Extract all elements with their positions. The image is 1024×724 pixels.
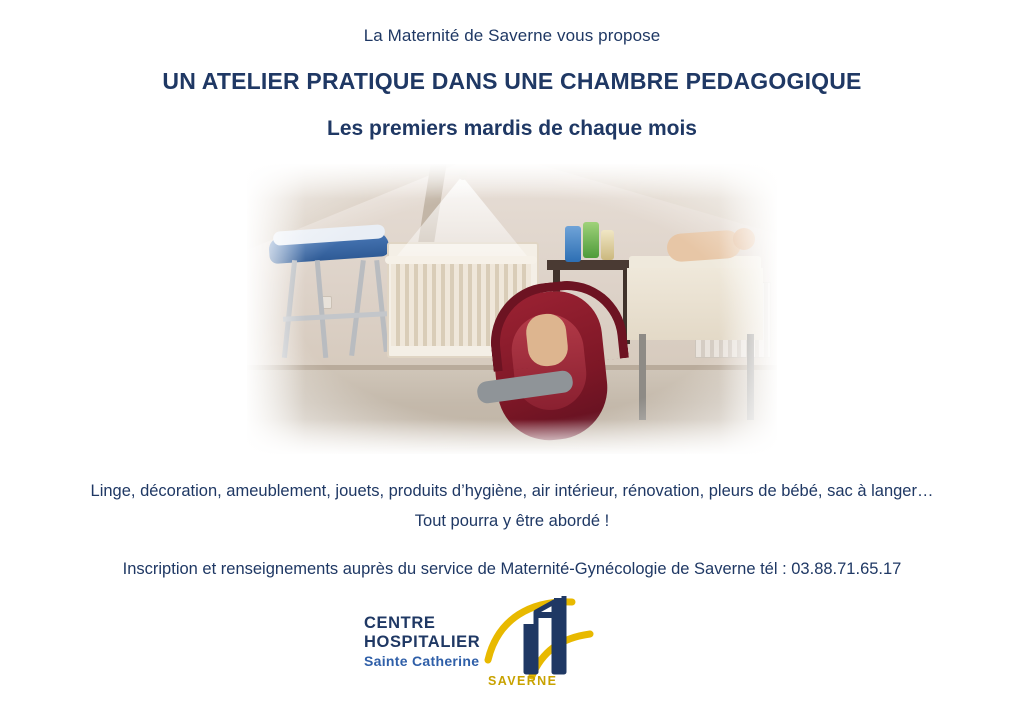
nursery-room-photo: [247, 164, 777, 454]
poster-subtitle: Les premiers mardis de chaque mois: [327, 117, 697, 140]
poster-body: [0, 476, 1024, 536]
poster-title: UN ATELIER PRATIQUE DANS UNE CHAMBRE PEDAGOGIQUE: [162, 68, 862, 94]
contact-line: Inscription et renseignements auprès du service de Maternité-Gynécologie de Saverne tél : 03.88.71.65.17: [122, 560, 902, 578]
closing-line: Tout pourra y être abordé !: [414, 512, 610, 530]
hospital-logo: [362, 594, 662, 700]
topics-line: Linge, décoration, ameublement, jouets, produits d’hygiène, air intérieur, rénovation, pleurs de bébé, sac à langer…: [90, 482, 934, 500]
photo-vignette: [247, 164, 777, 454]
logo-line-sainte-catherine: Sainte Catherine: [364, 653, 480, 669]
poster-header: [0, 0, 1024, 141]
logo-mark-icon: [480, 594, 600, 680]
logo-line-centre: CENTRE: [364, 614, 436, 632]
poster-kicker: La Maternité de Saverne vous propose: [363, 26, 661, 45]
logo-line-hospitalier: HOSPITALIER: [364, 633, 481, 651]
photo-scene: [247, 164, 777, 454]
logo-badge-saverne: SAVERNE: [488, 674, 558, 688]
logo-wordmark: [364, 614, 480, 671]
